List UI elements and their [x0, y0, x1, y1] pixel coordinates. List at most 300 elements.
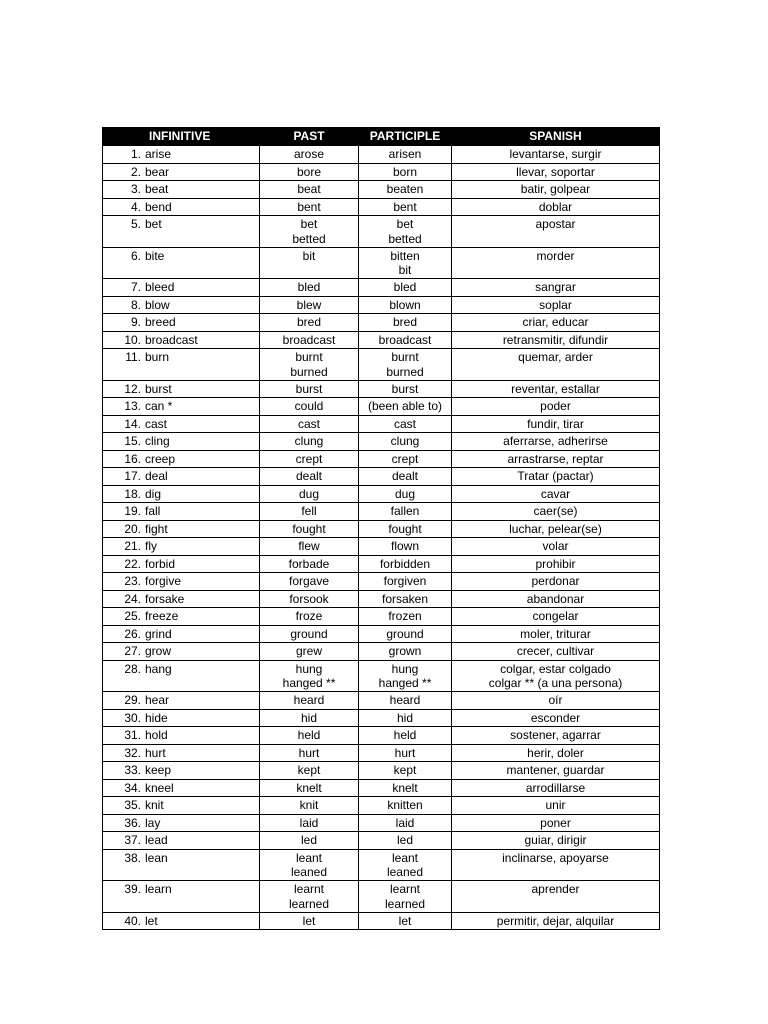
- participle-cell: [359, 692, 452, 710]
- participle-text: grown: [388, 644, 422, 658]
- past-cell: [260, 216, 359, 248]
- past-cell: [260, 181, 359, 199]
- spanish-cell: [452, 814, 660, 832]
- participle-text: bitten: [390, 248, 420, 263]
- participle-text: bred: [392, 315, 418, 329]
- infinitive-text: breed: [145, 315, 176, 329]
- past-text: learnt: [293, 882, 325, 896]
- participle-text: hid: [396, 710, 413, 725]
- participle-text: frozen: [388, 609, 422, 623]
- past-text: burned: [290, 364, 328, 379]
- participle-cell: [359, 881, 452, 913]
- infinitive-cell: [103, 643, 260, 661]
- past-cell: [260, 314, 359, 332]
- spanish-text: quemar, arder: [518, 350, 593, 364]
- infinitive-cell: [103, 163, 260, 181]
- spanish-text: moler, triturar: [520, 626, 591, 641]
- table-row: [103, 832, 660, 850]
- infinitive-text: fall: [145, 504, 161, 518]
- spanish-cell: [452, 450, 660, 468]
- participle-cell: [359, 727, 452, 745]
- spanish-text: aprender: [531, 882, 580, 896]
- past-text: flew: [298, 539, 320, 553]
- participle-text: heard: [389, 693, 421, 707]
- participle-text: broadcast: [378, 332, 432, 347]
- spanish-text: luchar, pelear(se): [509, 521, 602, 536]
- past-text: held: [297, 728, 321, 742]
- infinitive-cell: [103, 198, 260, 216]
- past-cell: [260, 849, 359, 881]
- past-text: crept: [295, 451, 323, 466]
- table-row: [103, 247, 660, 279]
- participle-text: kept: [393, 763, 417, 777]
- table-row: [103, 398, 660, 416]
- infinitive-text: arise: [145, 147, 172, 161]
- infinitive-text: forbid: [145, 556, 176, 571]
- spanish-text: permitir, dejar, alquilar: [496, 913, 615, 928]
- spanish-text: perdonar: [531, 574, 580, 588]
- spanish-text: esconder: [530, 710, 581, 725]
- past-cell: [260, 503, 359, 521]
- spanish-text: congelar: [532, 609, 579, 623]
- participle-cell: [359, 468, 452, 486]
- past-cell: [260, 608, 359, 626]
- row-number: 29.: [124, 693, 141, 707]
- infinitive-cell: [103, 520, 260, 538]
- participle-text: dealt: [391, 469, 419, 483]
- infinitive-cell: [103, 727, 260, 745]
- row-number: 32.: [124, 745, 141, 760]
- infinitive-cell: [103, 349, 260, 381]
- infinitive-text: deal: [145, 469, 168, 483]
- row-number: 24.: [124, 591, 141, 606]
- past-cell: [260, 450, 359, 468]
- past-text: leant: [295, 850, 323, 865]
- infinitive-cell: [103, 247, 260, 279]
- participle-cell: [359, 660, 452, 692]
- infinitive-text: hurt: [145, 745, 166, 760]
- past-cell: [260, 727, 359, 745]
- participle-text: laid: [395, 815, 415, 830]
- participle-cell: [359, 415, 452, 433]
- table-row: [103, 415, 660, 433]
- past-text: hid: [300, 710, 317, 725]
- participle-text: leaned: [386, 865, 424, 879]
- past-text: burst: [295, 381, 323, 396]
- past-cell: [260, 296, 359, 314]
- participle-text: burst: [391, 381, 419, 396]
- participle-cell: [359, 590, 452, 608]
- spanish-cell: [452, 503, 660, 521]
- spanish-text: fundir, tirar: [527, 416, 584, 431]
- table-row: [103, 349, 660, 381]
- past-cell: [260, 520, 359, 538]
- participle-cell: [359, 216, 452, 248]
- past-cell: [260, 912, 359, 930]
- past-text: ground: [290, 626, 328, 641]
- table-row: [103, 643, 660, 661]
- participle-cell: [359, 555, 452, 573]
- spanish-text: apostar: [535, 217, 576, 231]
- row-number: 2.: [130, 164, 141, 179]
- past-text: knelt: [296, 780, 322, 795]
- past-text: kept: [297, 763, 321, 777]
- spanish-text: herir, doler: [527, 745, 584, 760]
- participle-text: learnt: [389, 882, 421, 896]
- infinitive-text: cast: [145, 416, 168, 431]
- participle-cell: [359, 181, 452, 199]
- infinitive-text: hear: [145, 693, 170, 707]
- infinitive-text: let: [145, 913, 158, 928]
- infinitive-text: fly: [145, 539, 157, 553]
- spanish-text: guiar, dirigir: [524, 833, 587, 847]
- spanish-text: crecer, cultivar: [516, 644, 595, 658]
- past-text: fought: [292, 521, 326, 536]
- spanish-text: aferrarse, adherirse: [503, 434, 608, 448]
- row-number: 16.: [124, 451, 141, 466]
- infinitive-text: blow: [145, 297, 170, 312]
- table-row: [103, 198, 660, 216]
- past-text: laid: [299, 815, 319, 830]
- past-text: let: [302, 913, 316, 928]
- table-row: [103, 797, 660, 815]
- spanish-cell: [452, 538, 660, 556]
- participle-cell: [359, 912, 452, 930]
- participle-cell: [359, 433, 452, 451]
- infinitive-text: broadcast: [145, 332, 198, 347]
- spanish-cell: [452, 692, 660, 710]
- spanish-cell: [452, 380, 660, 398]
- participle-cell: [359, 198, 452, 216]
- infinitive-cell: [103, 433, 260, 451]
- table-row: [103, 503, 660, 521]
- table-row: [103, 555, 660, 573]
- verb-table: [102, 127, 660, 930]
- row-number: 31.: [124, 728, 141, 742]
- table-row: [103, 849, 660, 881]
- participle-cell: [359, 146, 452, 164]
- infinitive-text: kneel: [145, 780, 174, 795]
- row-number: 3.: [130, 182, 141, 196]
- table-row: [103, 762, 660, 780]
- infinitive-text: lead: [145, 833, 168, 847]
- row-number: 15.: [124, 434, 141, 448]
- infinitive-cell: [103, 625, 260, 643]
- row-number: 36.: [124, 815, 141, 830]
- participle-text: hung: [391, 661, 419, 676]
- participle-cell: [359, 797, 452, 815]
- infinitive-cell: [103, 216, 260, 248]
- row-number: 18.: [124, 486, 141, 501]
- row-number: 38.: [124, 850, 141, 865]
- past-text: bore: [296, 164, 322, 179]
- spanish-text: unir: [545, 798, 566, 812]
- verb-table-body: [103, 146, 660, 930]
- past-text: burnt: [295, 350, 323, 364]
- infinitive-text: bite: [145, 248, 165, 263]
- spanish-cell: [452, 608, 660, 626]
- participle-cell: [359, 503, 452, 521]
- spanish-cell: [452, 349, 660, 381]
- past-text: broadcast: [282, 332, 336, 347]
- participle-text: blown: [389, 297, 421, 312]
- infinitive-text: dig: [145, 486, 162, 501]
- spanish-text: criar, educar: [522, 315, 589, 329]
- row-number: 21.: [124, 539, 141, 553]
- table-row: [103, 296, 660, 314]
- spanish-cell: [452, 198, 660, 216]
- past-cell: [260, 433, 359, 451]
- past-cell: [260, 331, 359, 349]
- spanish-cell: [452, 415, 660, 433]
- row-number: 12.: [124, 381, 141, 396]
- table-row: [103, 163, 660, 181]
- participle-text: fallen: [390, 504, 420, 518]
- participle-cell: [359, 832, 452, 850]
- past-text: knit: [299, 798, 319, 812]
- infinitive-cell: [103, 709, 260, 727]
- table-row: [103, 331, 660, 349]
- table-row: [103, 146, 660, 164]
- header-row: [103, 128, 660, 146]
- past-cell: [260, 660, 359, 692]
- participle-cell: [359, 398, 452, 416]
- participle-text: forgiven: [383, 574, 427, 588]
- infinitive-cell: [103, 450, 260, 468]
- infinitive-text: knit: [145, 798, 164, 812]
- past-cell: [260, 247, 359, 279]
- infinitive-text: burst: [145, 381, 172, 396]
- past-text: betted: [292, 231, 326, 246]
- infinitive-cell: [103, 797, 260, 815]
- table-row: [103, 468, 660, 486]
- past-text: bit: [302, 248, 316, 263]
- spanish-text: poner: [540, 815, 571, 830]
- past-text: hung: [295, 661, 323, 676]
- row-number: 27.: [124, 644, 141, 658]
- past-cell: [260, 415, 359, 433]
- infinitive-text: creep: [145, 451, 176, 466]
- spanish-text: llevar, soportar: [516, 164, 595, 179]
- past-text: dealt: [295, 469, 323, 483]
- participle-text: ground: [386, 626, 424, 641]
- past-text: led: [300, 833, 317, 847]
- spanish-cell: [452, 163, 660, 181]
- spanish-cell: [452, 625, 660, 643]
- past-cell: [260, 349, 359, 381]
- spanish-cell: [452, 398, 660, 416]
- participle-text: knitten: [387, 798, 423, 812]
- spanish-text: oír: [548, 693, 563, 707]
- participle-text: leant: [391, 850, 419, 865]
- spanish-cell: [452, 727, 660, 745]
- participle-cell: [359, 625, 452, 643]
- spanish-cell: [452, 485, 660, 503]
- spanish-text: poder: [540, 399, 571, 413]
- spanish-cell: [452, 468, 660, 486]
- infinitive-text: bet: [145, 217, 162, 231]
- participle-cell: [359, 349, 452, 381]
- past-cell: [260, 573, 359, 591]
- row-number: 33.: [124, 763, 141, 777]
- infinitive-cell: [103, 279, 260, 297]
- spanish-cell: [452, 520, 660, 538]
- row-number: 14.: [124, 416, 141, 431]
- spanish-text: soplar: [539, 297, 572, 312]
- past-cell: [260, 398, 359, 416]
- table-row: [103, 573, 660, 591]
- past-text: bled: [297, 280, 321, 294]
- spanish-cell: [452, 433, 660, 451]
- participle-cell: [359, 643, 452, 661]
- row-number: 11.: [125, 350, 141, 364]
- spanish-cell: [452, 216, 660, 248]
- infinitive-text: forsake: [145, 591, 185, 606]
- past-text: leaned: [290, 865, 328, 879]
- spanish-cell: [452, 296, 660, 314]
- past-cell: [260, 709, 359, 727]
- row-number: 39.: [124, 882, 141, 896]
- past-cell: [260, 538, 359, 556]
- past-cell: [260, 832, 359, 850]
- participle-cell: [359, 762, 452, 780]
- table-row: [103, 181, 660, 199]
- spanish-cell: [452, 247, 660, 279]
- spanish-cell: [452, 762, 660, 780]
- spanish-cell: [452, 849, 660, 881]
- past-text: grew: [295, 644, 322, 658]
- spanish-cell: [452, 881, 660, 913]
- spanish-text: arrodillarse: [525, 780, 586, 795]
- infinitive-cell: [103, 468, 260, 486]
- spanish-text: morder: [536, 248, 575, 263]
- row-number: 1.: [130, 147, 141, 161]
- participle-text: crept: [391, 451, 419, 466]
- spanish-cell: [452, 590, 660, 608]
- infinitive-cell: [103, 485, 260, 503]
- past-cell: [260, 779, 359, 797]
- past-text: forgave: [288, 574, 330, 588]
- spanish-cell: [452, 314, 660, 332]
- row-number: 23.: [124, 574, 141, 588]
- participle-cell: [359, 849, 452, 881]
- past-text: hurt: [298, 745, 320, 760]
- infinitive-text: bend: [145, 199, 172, 214]
- infinitive-text: bleed: [145, 280, 175, 294]
- spanish-cell: [452, 643, 660, 661]
- participle-text: clung: [390, 434, 420, 448]
- infinitive-cell: [103, 398, 260, 416]
- row-number: 7.: [130, 280, 141, 294]
- table-row: [103, 590, 660, 608]
- spanish-cell: [452, 279, 660, 297]
- spanish-cell: [452, 573, 660, 591]
- table-row: [103, 727, 660, 745]
- header-infinitive: INFINITIVE: [103, 128, 260, 146]
- table-row: [103, 660, 660, 692]
- spanish-text: arrastrarse, reptar: [507, 451, 604, 466]
- row-number: 40.: [124, 913, 141, 928]
- infinitive-cell: [103, 849, 260, 881]
- infinitive-text: hold: [145, 728, 168, 742]
- spanish-text: colgar, estar colgado: [500, 661, 611, 676]
- participle-text: bent: [393, 199, 417, 214]
- table-row: [103, 814, 660, 832]
- row-number: 20.: [124, 521, 141, 536]
- past-text: could: [294, 399, 324, 413]
- row-number: 26.: [124, 626, 141, 641]
- table-row: [103, 538, 660, 556]
- spanish-text: cavar: [540, 486, 571, 501]
- spanish-text: reventar, estallar: [511, 381, 600, 396]
- table-row: [103, 380, 660, 398]
- past-cell: [260, 625, 359, 643]
- participle-text: born: [392, 164, 418, 179]
- table-row: [103, 520, 660, 538]
- past-cell: [260, 881, 359, 913]
- infinitive-text: hang: [145, 661, 172, 676]
- infinitive-cell: [103, 660, 260, 692]
- spanish-text: mantener, guardar: [506, 763, 605, 777]
- infinitive-text: freeze: [145, 609, 179, 623]
- participle-cell: [359, 163, 452, 181]
- past-cell: [260, 380, 359, 398]
- past-text: beat: [297, 182, 321, 196]
- table-row: [103, 744, 660, 762]
- table-row: [103, 625, 660, 643]
- infinitive-cell: [103, 692, 260, 710]
- infinitive-text: lay: [145, 815, 161, 830]
- table-row: [103, 433, 660, 451]
- spanish-cell: [452, 709, 660, 727]
- infinitive-text: fight: [145, 521, 168, 536]
- past-cell: [260, 198, 359, 216]
- header-spanish: SPANISH: [452, 128, 660, 146]
- infinitive-cell: [103, 181, 260, 199]
- infinitive-cell: [103, 573, 260, 591]
- row-number: 17.: [124, 469, 141, 483]
- past-cell: [260, 744, 359, 762]
- past-text: forsook: [289, 591, 329, 606]
- spanish-cell: [452, 181, 660, 199]
- infinitive-text: grind: [145, 626, 172, 641]
- spanish-cell: [452, 660, 660, 692]
- spanish-text: batir, golpear: [520, 182, 591, 196]
- participle-cell: [359, 296, 452, 314]
- infinitive-cell: [103, 814, 260, 832]
- spanish-text: Tratar (pactar): [517, 469, 594, 483]
- row-number: 9.: [130, 315, 141, 329]
- infinitive-cell: [103, 503, 260, 521]
- spanish-text: abandonar: [526, 591, 585, 606]
- spanish-text: retransmitir, difundir: [502, 332, 609, 347]
- row-number: 37.: [124, 833, 141, 847]
- table-row: [103, 314, 660, 332]
- participle-text: arisen: [388, 147, 422, 161]
- participle-text: knelt: [392, 780, 418, 795]
- past-text: bred: [296, 315, 322, 329]
- infinitive-text: bear: [145, 164, 170, 179]
- infinitive-text: learn: [145, 882, 172, 896]
- infinitive-text: can *: [145, 399, 173, 413]
- participle-cell: [359, 279, 452, 297]
- past-text: bet: [300, 217, 318, 231]
- participle-cell: [359, 538, 452, 556]
- table-row: [103, 881, 660, 913]
- spanish-text: doblar: [538, 199, 573, 214]
- spanish-text: prohibir: [535, 556, 576, 571]
- table-row: [103, 912, 660, 930]
